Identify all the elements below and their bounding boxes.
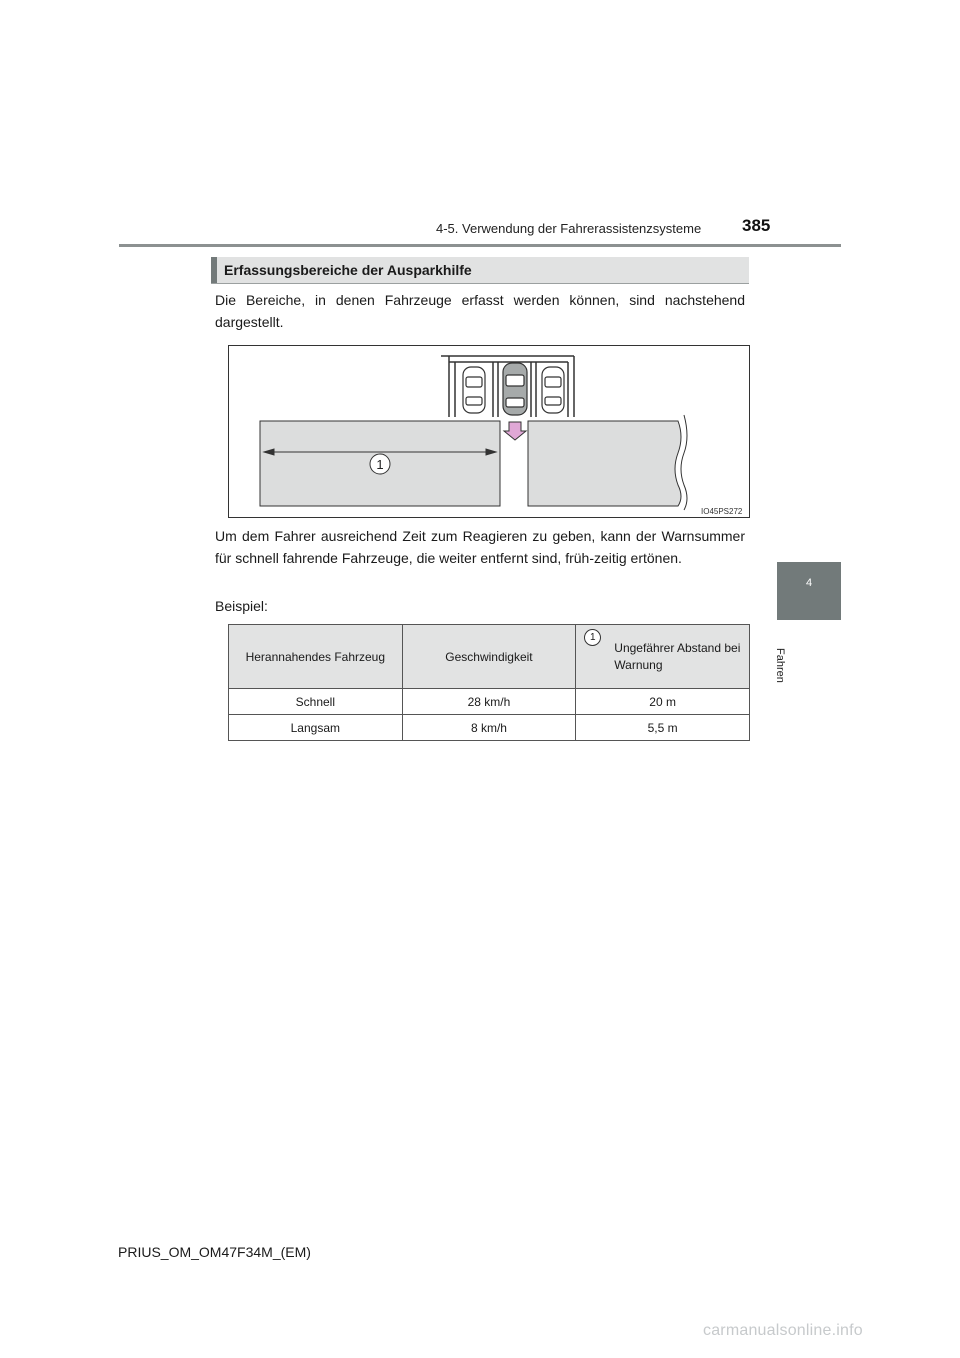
example-label: Beispiel: [215, 598, 268, 614]
chapter-tab-label: Fahren [774, 648, 786, 683]
parked-car-left-icon [463, 367, 485, 413]
page-number: 385 [742, 216, 771, 235]
section-heading-bar [211, 257, 749, 284]
document-code: PRIUS_OM_OM47F34M_(EM) [118, 1244, 311, 1260]
table-cell: 8 km/h [402, 715, 576, 741]
intro-paragraph: Die Bereiche, in denen Fahrzeuge erfasst werden können, sind nachstehend dargestellt. [215, 292, 745, 330]
table-cell: Schnell [229, 689, 403, 715]
warning-paragraph: Um dem Fahrer ausreichend Zeit zum Reagieren zu geben, kann der Warnsummer für schnell fahrende Fahrzeuge, die weiter entfernt sind, früh-zeitig ertönen. [215, 528, 745, 566]
parked-car-right-icon [542, 367, 564, 413]
table-cell: 5,5 m [576, 715, 750, 741]
section-title: Erfassungsbereiche der Ausparkhilfe [224, 262, 472, 278]
callout-number: 1 [376, 457, 384, 472]
table-row [229, 689, 750, 715]
header-distance-text: Ungefährer Abstand bei Warnung [614, 640, 741, 672]
header-callout-circle: 1 [584, 629, 601, 646]
table-cell: 20 m [576, 689, 750, 715]
table-cell: Langsam [229, 715, 403, 741]
detection-area-figure [228, 345, 750, 518]
detection-zone-right [528, 421, 681, 506]
section-marker [211, 257, 217, 283]
chapter-tab-number: 4 [805, 577, 813, 589]
table-row [229, 715, 750, 741]
table-header-row [229, 625, 750, 689]
header-divider [119, 244, 841, 247]
chapter-heading: 4-5. Verwendung der Fahrerassistenzsysteme [436, 221, 702, 236]
header-distance [576, 625, 750, 689]
watermark: carmanualsonline.info [703, 1322, 863, 1339]
header-speed: Geschwindigkeit [402, 625, 576, 689]
table-cell: 28 km/h [402, 689, 576, 715]
own-car-icon [503, 363, 527, 415]
chapter-tab [777, 562, 841, 620]
figure-code: IO45PS272 [701, 507, 743, 516]
header-vehicle: Herannahendes Fahrzeug [229, 625, 403, 689]
warning-distance-table [228, 624, 750, 741]
